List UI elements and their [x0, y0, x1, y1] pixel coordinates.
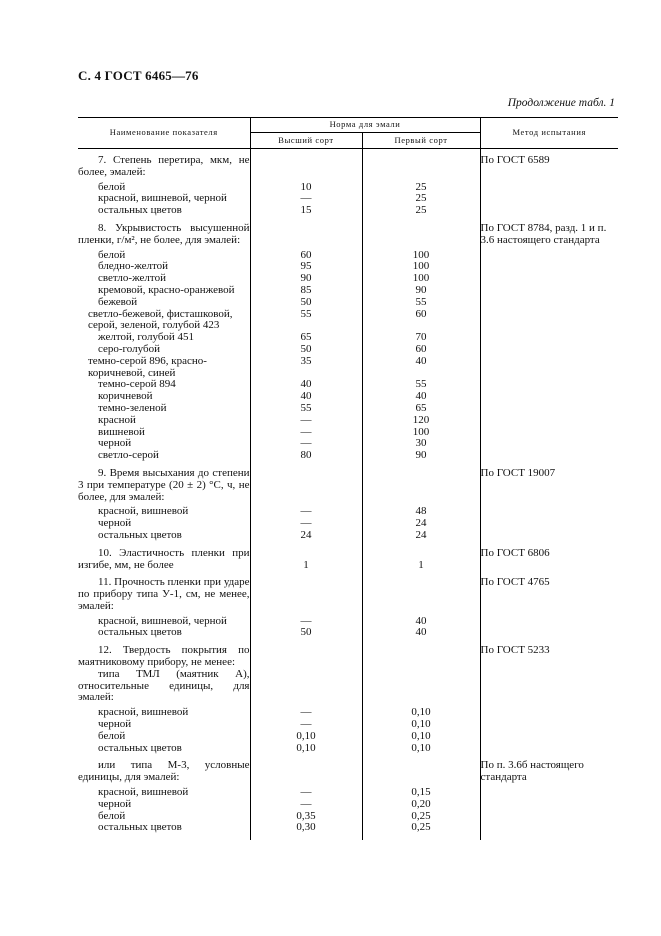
method-cell: [480, 468, 618, 503]
top-grade-value: 50: [250, 344, 362, 356]
indicator-name: красной, вишневой: [98, 706, 189, 719]
table-row: [78, 205, 618, 217]
table-row: [78, 506, 618, 518]
first-grade-value: 0,20: [362, 799, 480, 811]
indicator-cell: [78, 356, 250, 380]
method-cell: [480, 438, 618, 450]
top-grade-value: 1: [250, 548, 362, 572]
top-grade-value: —: [250, 787, 362, 799]
method-cell: [480, 719, 618, 731]
first-grade-value: 40: [362, 627, 480, 639]
table-row: [78, 707, 618, 719]
indicator-cell: [78, 731, 250, 743]
indicator-name: черной: [98, 437, 132, 450]
indicator-name: белой: [98, 248, 126, 261]
top-grade-value: —: [250, 707, 362, 719]
first-grade-value: [362, 468, 480, 503]
top-grade-value: 10: [250, 182, 362, 194]
first-grade-value: 120: [362, 415, 480, 427]
table-continuation-label: Продолжение табл. 1: [507, 97, 615, 109]
first-grade-value: [362, 155, 480, 179]
method-cell: [480, 731, 618, 743]
indicator-cell: [78, 669, 250, 704]
top-grade-value: 0,10: [250, 743, 362, 755]
table-row: [78, 379, 618, 391]
method-cell: [480, 627, 618, 639]
indicator-cell: [78, 155, 250, 179]
table-row: [78, 627, 618, 639]
top-grade-value: 40: [250, 379, 362, 391]
indicator-name: или типа М-3, условные единицы, для эмалей:: [78, 759, 250, 784]
table-row: [78, 799, 618, 811]
method-cell: [480, 309, 618, 333]
indicator-cell: [78, 309, 250, 333]
method-cell: [480, 427, 618, 439]
top-grade-value: 0,35: [250, 811, 362, 823]
top-grade-value: —: [250, 799, 362, 811]
first-grade-value: 70: [362, 332, 480, 344]
spacer-cell: [250, 834, 362, 840]
top-grade-value: 35: [250, 356, 362, 380]
method-cell: [480, 506, 618, 518]
first-grade-value: 24: [362, 530, 480, 542]
top-grade-value: 15: [250, 205, 362, 217]
test-method: По ГОСТ 6806: [480, 546, 550, 559]
first-grade-value: 1: [362, 548, 480, 572]
top-grade-value: 50: [250, 297, 362, 309]
test-method: По ГОСТ 4765: [480, 576, 550, 589]
method-cell: [480, 811, 618, 823]
method-cell: [480, 450, 618, 462]
specification-table: [78, 117, 618, 840]
method-cell: [480, 518, 618, 530]
top-grade-value: —: [250, 616, 362, 628]
indicator-cell: [78, 645, 250, 669]
indicator-name: 10. Эластичность пленки при изгибе, мм, не более: [78, 546, 250, 571]
spacer-cell: [480, 834, 618, 840]
column-header-first-grade: Первый сорт: [362, 133, 480, 149]
indicator-name: светло-бежевой, фисташковой, серой, зеленой, голубой 423: [88, 307, 233, 332]
table-row: [78, 427, 618, 439]
table-row: [78, 438, 618, 450]
table-row: [78, 760, 618, 784]
first-grade-value: 90: [362, 285, 480, 297]
top-grade-value: 60: [250, 250, 362, 262]
indicator-cell: [78, 223, 250, 247]
first-grade-value: 0,10: [362, 719, 480, 731]
table-row: [78, 645, 618, 669]
first-grade-value: 100: [362, 261, 480, 273]
table-row: [78, 743, 618, 755]
indicator-cell: [78, 403, 250, 415]
top-grade-value: —: [250, 415, 362, 427]
first-grade-value: 65: [362, 403, 480, 415]
first-grade-value: 100: [362, 250, 480, 262]
table-row: [78, 669, 618, 704]
table-row: [78, 415, 618, 427]
indicator-name: красной, вишневой: [98, 786, 189, 799]
first-grade-value: 0,10: [362, 731, 480, 743]
indicator-name: темно-серой 896, красно-коричневой, синей: [88, 354, 207, 379]
method-cell: [480, 707, 618, 719]
indicator-name: бледно-желтой: [98, 260, 169, 273]
indicator-name: белой: [98, 809, 126, 822]
top-grade-value: 0,30: [250, 822, 362, 834]
test-method: По ГОСТ 6589: [480, 154, 550, 166]
indicator-cell: [78, 344, 250, 356]
indicator-name: белой: [98, 729, 126, 742]
indicator-name: черной: [98, 718, 132, 731]
table-row: [78, 344, 618, 356]
table-row: [78, 548, 618, 572]
first-grade-value: 60: [362, 309, 480, 333]
top-grade-value: —: [250, 719, 362, 731]
test-method: По ГОСТ 8784, разд. 1 и п. 3.6 настоящего стандарта: [480, 221, 607, 246]
method-cell: [480, 223, 618, 247]
first-grade-value: 40: [362, 391, 480, 403]
method-cell: [480, 273, 618, 285]
method-cell: [480, 155, 618, 179]
indicator-name: красной, вишневой, черной: [98, 192, 227, 205]
indicator-name: остальных цветов: [98, 528, 182, 541]
page-header: С. 4 ГОСТ 6465—76: [78, 68, 199, 83]
indicator-name: темно-зеленой: [98, 401, 167, 414]
test-method: По п. 3.6б настоящего стандарта: [480, 759, 584, 784]
table-row: [78, 285, 618, 297]
method-cell: [480, 297, 618, 309]
table-row: [78, 787, 618, 799]
indicator-name: 11. Прочность пленки при ударе по прибору типа У-1, см, не менее, эмалей:: [78, 576, 250, 612]
method-cell: [480, 332, 618, 344]
indicator-cell: [78, 468, 250, 503]
top-grade-value: 55: [250, 403, 362, 415]
first-grade-value: 0,15: [362, 787, 480, 799]
method-cell: [480, 403, 618, 415]
table-row: [78, 530, 618, 542]
method-cell: [480, 205, 618, 217]
top-grade-value: [250, 669, 362, 704]
top-grade-value: 24: [250, 530, 362, 542]
method-cell: [480, 645, 618, 669]
indicator-name: коричневой: [98, 390, 153, 403]
indicator-cell: [78, 285, 250, 297]
method-cell: [480, 799, 618, 811]
table-row: [78, 468, 618, 503]
indicator-name: вишневой: [98, 425, 145, 438]
first-grade-value: [362, 669, 480, 704]
method-cell: [480, 616, 618, 628]
top-grade-value: [250, 577, 362, 612]
indicator-cell: [78, 530, 250, 542]
indicator-name: темно-серой 894: [98, 378, 176, 391]
first-grade-value: 30: [362, 438, 480, 450]
indicator-name: белой: [98, 180, 126, 193]
indicator-name: светло-желтой: [98, 272, 166, 285]
table-row: [78, 577, 618, 612]
method-cell: [480, 822, 618, 834]
indicator-cell: [78, 577, 250, 612]
indicator-name: остальных цветов: [98, 626, 182, 639]
indicator-cell: [78, 450, 250, 462]
method-cell: [480, 530, 618, 542]
table-row: [78, 297, 618, 309]
indicator-name: 9. Время высыхания до степени 3 при температуре (20 ± 2) °С, ч, не более, для эмалей:: [78, 466, 250, 503]
first-grade-value: [362, 760, 480, 784]
method-cell: [480, 548, 618, 572]
top-grade-value: 40: [250, 391, 362, 403]
indicator-name: черной: [98, 517, 132, 530]
first-grade-value: 100: [362, 273, 480, 285]
top-grade-value: —: [250, 438, 362, 450]
table-row: [78, 403, 618, 415]
method-cell: [480, 669, 618, 704]
spacer-cell: [78, 834, 250, 840]
top-grade-value: [250, 645, 362, 669]
table-row: [78, 223, 618, 247]
column-header-name: Наименование показателя: [109, 127, 218, 138]
method-cell: [480, 250, 618, 262]
first-grade-value: 40: [362, 616, 480, 628]
method-cell: [480, 182, 618, 194]
top-grade-value: 65: [250, 332, 362, 344]
top-grade-value: [250, 223, 362, 247]
first-grade-value: 55: [362, 379, 480, 391]
indicator-name: кремовой, красно-оранжевой: [98, 283, 235, 296]
row-spacer: [78, 834, 618, 840]
first-grade-value: [362, 645, 480, 669]
method-cell: [480, 285, 618, 297]
first-grade-value: 0,25: [362, 822, 480, 834]
indicator-cell: [78, 760, 250, 784]
spacer-cell: [362, 834, 480, 840]
method-cell: [480, 743, 618, 755]
indicator-name: 12. Твердость покрытия по маятниковому прибору, не менее:: [78, 644, 250, 669]
column-header-top-grade: Высший сорт: [250, 133, 362, 149]
first-grade-value: 0,10: [362, 743, 480, 755]
indicator-cell: [78, 799, 250, 811]
test-method: По ГОСТ 19007: [480, 466, 556, 479]
indicator-cell: [78, 743, 250, 755]
first-grade-value: 25: [362, 193, 480, 205]
first-grade-value: 24: [362, 518, 480, 530]
method-cell: [480, 356, 618, 380]
first-grade-value: 40: [362, 356, 480, 380]
indicator-name: остальных цветов: [98, 204, 182, 217]
table-row: [78, 155, 618, 179]
top-grade-value: 55: [250, 309, 362, 333]
top-grade-value: —: [250, 518, 362, 530]
method-cell: [480, 787, 618, 799]
column-header-method: Метод испытания: [480, 118, 618, 149]
top-grade-value: 95: [250, 261, 362, 273]
indicator-name: красной: [98, 413, 136, 426]
first-grade-value: 48: [362, 506, 480, 518]
top-grade-value: 50: [250, 627, 362, 639]
indicator-cell: [78, 548, 250, 572]
indicator-cell: [78, 415, 250, 427]
first-grade-value: 25: [362, 182, 480, 194]
indicator-cell: [78, 297, 250, 309]
indicator-cell: [78, 627, 250, 639]
method-cell: [480, 415, 618, 427]
table-row: [78, 450, 618, 462]
top-grade-value: 85: [250, 285, 362, 297]
top-grade-value: 0,10: [250, 731, 362, 743]
indicator-cell: [78, 822, 250, 834]
top-grade-value: [250, 760, 362, 784]
method-cell: [480, 193, 618, 205]
indicator-name: светло-серой: [98, 449, 159, 462]
indicator-name: типа ТМЛ (маятник А), относительные единицы, для эмалей:: [78, 667, 250, 704]
table-row: [78, 356, 618, 380]
test-method: По ГОСТ 5233: [480, 644, 550, 657]
first-grade-value: 100: [362, 427, 480, 439]
indicator-name: красной, вишневой, черной: [98, 614, 227, 627]
method-cell: [480, 577, 618, 612]
top-grade-value: 80: [250, 450, 362, 462]
method-cell: [480, 261, 618, 273]
indicator-name: 7. Степень перетира, мкм, не более, эмалей:: [78, 154, 250, 178]
indicator-name: бежевой: [98, 295, 138, 308]
indicator-name: остальных цветов: [98, 821, 182, 834]
method-cell: [480, 344, 618, 356]
first-grade-value: 55: [362, 297, 480, 309]
top-grade-value: [250, 155, 362, 179]
first-grade-value: 0,10: [362, 707, 480, 719]
table-row: [78, 731, 618, 743]
first-grade-value: [362, 577, 480, 612]
first-grade-value: 90: [362, 450, 480, 462]
method-cell: [480, 379, 618, 391]
top-grade-value: —: [250, 193, 362, 205]
table-row: [78, 822, 618, 834]
indicator-name: 8. Укрывистость высушенной пленки, г/м², не более, для эмалей:: [78, 221, 250, 246]
first-grade-value: 60: [362, 344, 480, 356]
first-grade-value: 25: [362, 205, 480, 217]
first-grade-value: 0,25: [362, 811, 480, 823]
top-grade-value: [250, 468, 362, 503]
table-row: [78, 309, 618, 333]
column-header-norm: Норма для эмали: [250, 118, 480, 133]
top-grade-value: 90: [250, 273, 362, 285]
indicator-name: желтой, голубой 451: [98, 331, 195, 344]
table-row: [78, 719, 618, 731]
method-cell: [480, 760, 618, 784]
top-grade-value: —: [250, 506, 362, 518]
first-grade-value: [362, 223, 480, 247]
indicator-name: серо-голубой: [98, 342, 160, 355]
method-cell: [480, 391, 618, 403]
indicator-name: черной: [98, 797, 132, 810]
indicator-name: остальных цветов: [98, 741, 182, 754]
top-grade-value: —: [250, 427, 362, 439]
indicator-name: красной, вишневой: [98, 505, 189, 518]
indicator-cell: [78, 205, 250, 217]
